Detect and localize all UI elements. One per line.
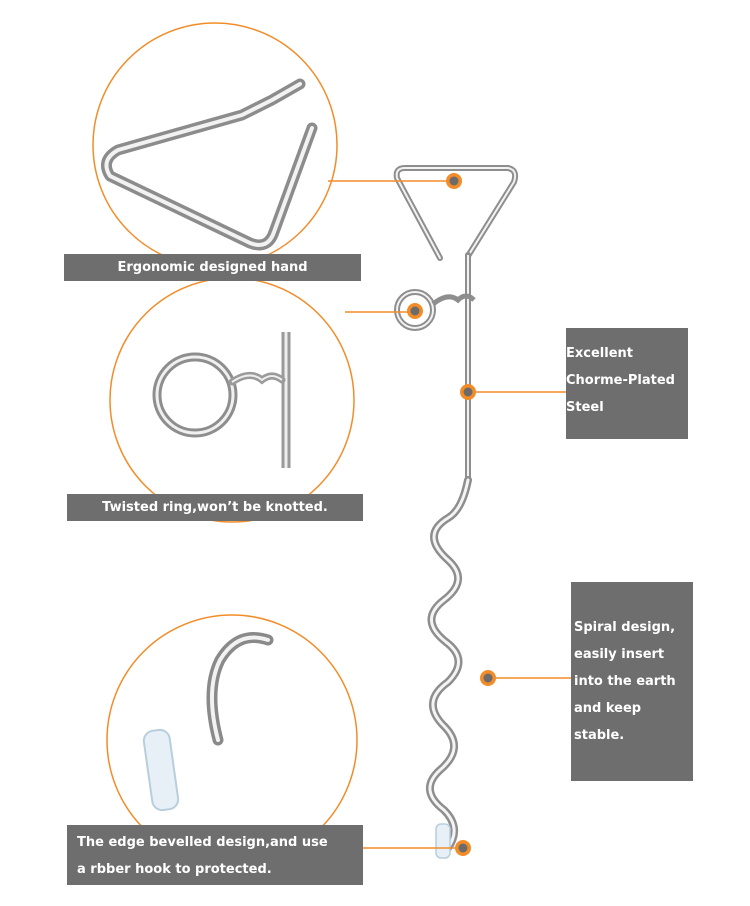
label-steel-line-1: Excellent — [566, 346, 633, 361]
label-edge-line-1: The edge bevelled design,and use — [77, 835, 328, 850]
tie-out-stake — [397, 168, 515, 858]
label-spiral-line-1: Spiral design, — [574, 620, 676, 635]
zoom-circle-ring — [110, 278, 354, 522]
label-edge-line-2: a rbber hook to protected. — [77, 862, 272, 877]
label-spiral-line-5: stable. — [574, 728, 625, 743]
label-ergonomic-hand: Ergonomic designed hand — [64, 254, 361, 281]
label-bevelled-edge — [67, 825, 363, 885]
label-spiral-line-4: and keep — [574, 701, 642, 716]
label-spiral-line-3: into the earth — [574, 674, 676, 689]
label-spiral-line-2: easily insert — [574, 647, 665, 662]
label-steel-line-3: Steel — [566, 400, 604, 415]
label-twisted-ring: Twisted ring,won’t be knotted. — [67, 494, 363, 521]
zoom-circle-handle — [93, 23, 337, 267]
label-chrome-steel — [566, 328, 688, 439]
label-steel-line-2: Chorme-Plated — [566, 373, 675, 388]
label-spiral-design — [571, 582, 693, 781]
